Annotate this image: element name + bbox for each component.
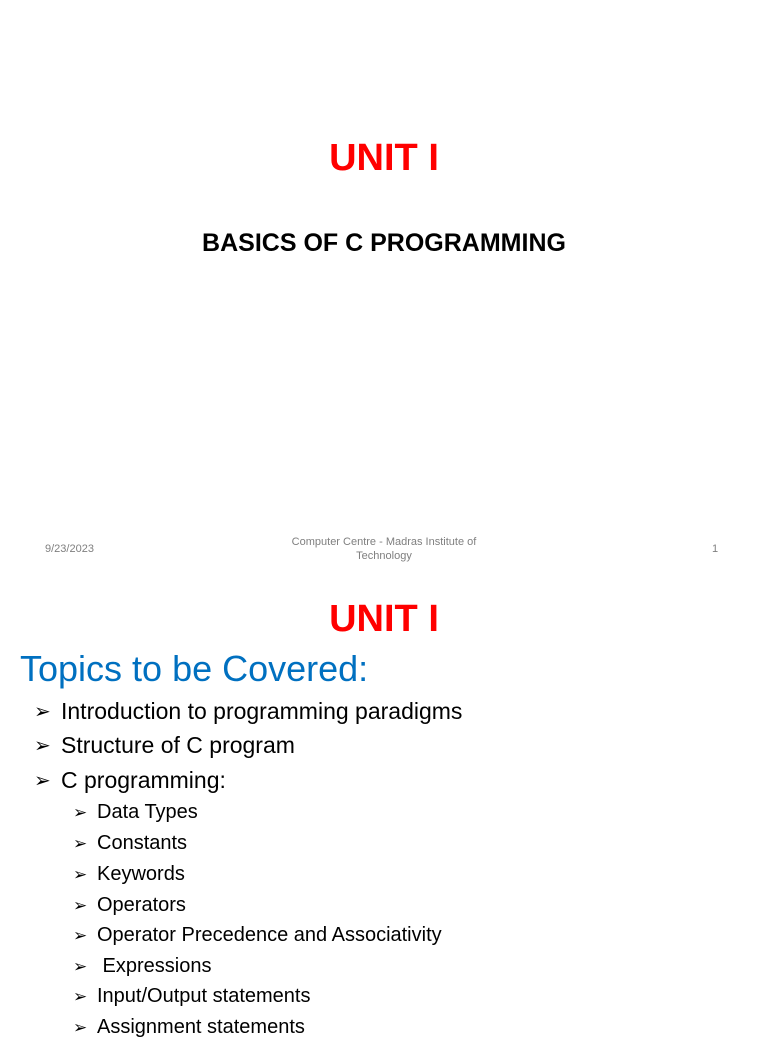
topics-slide: [0, 580, 768, 1038]
unit-title: UNIT I: [329, 598, 439, 640]
list-item-label: Operators: [97, 894, 186, 916]
list-item: [34, 767, 226, 794]
list-item-label: Assignment statements: [97, 1016, 305, 1038]
list-item-label: Expressions: [97, 955, 212, 977]
list-item-label: C programming:: [61, 767, 226, 793]
list-item: [73, 894, 186, 917]
arrow-bullet-icon: ➢: [34, 770, 51, 792]
list-item-label: Keywords: [97, 863, 185, 885]
topics-heading: Topics to be Covered:: [20, 648, 369, 689]
list-item: [73, 863, 185, 886]
list-item: [73, 985, 310, 1008]
arrow-bullet-icon: ➢: [73, 864, 88, 884]
list-item: [73, 801, 198, 824]
arrow-bullet-icon: ➢: [73, 986, 88, 1006]
list-item: [73, 1016, 305, 1039]
arrow-bullet-icon: ➢: [73, 925, 88, 945]
arrow-bullet-icon: ➢: [73, 895, 88, 915]
footer-date: 9/23/2023: [45, 543, 94, 555]
arrow-bullet-icon: ➢: [34, 701, 51, 723]
arrow-bullet-icon: ➢: [73, 1017, 88, 1037]
list-item: [73, 832, 187, 855]
list-item-label: Constants: [97, 832, 188, 854]
list-item: [73, 924, 442, 947]
arrow-bullet-icon: ➢: [73, 956, 88, 976]
footer-institution: Computer Centre - Madras Institute of Technology: [291, 536, 477, 562]
unit-title: UNIT I: [329, 137, 439, 179]
arrow-bullet-icon: ➢: [73, 802, 88, 822]
footer-page-number: 1: [712, 543, 719, 555]
list-item-label: Data Types: [97, 801, 198, 823]
list-item-label: Introduction to programming paradigms: [61, 698, 463, 724]
list-item-label: Operator Precedence and Associativity: [97, 924, 442, 946]
arrow-bullet-icon: ➢: [73, 833, 88, 853]
list-item: [34, 698, 462, 725]
list-item: [34, 732, 295, 759]
list-item-label: Structure of C program: [61, 732, 295, 758]
arrow-bullet-icon: ➢: [34, 735, 51, 757]
list-item: [73, 955, 212, 978]
slide-subtitle: BASICS OF C PROGRAMMING: [202, 229, 566, 257]
list-item-label: Input/Output statements: [97, 985, 311, 1007]
